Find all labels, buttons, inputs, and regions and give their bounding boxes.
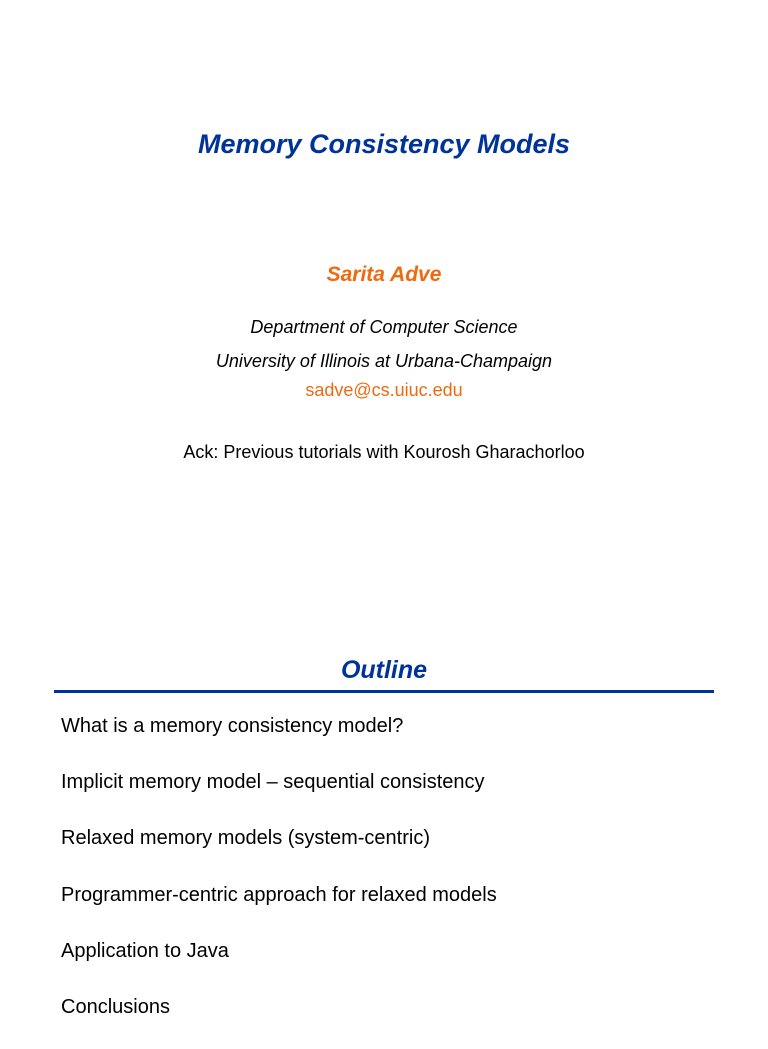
- outline-item: Application to Java: [61, 939, 229, 962]
- author-email: sadve@cs.uiuc.edu: [305, 380, 463, 400]
- outline-item: What is a memory consistency model?: [61, 715, 404, 737]
- outline-item: Programmer-centric approach for relaxed models: [61, 883, 497, 906]
- university: University of Illinois at Urbana-Champaign: [215, 351, 553, 371]
- author-name: Sarita Adve: [326, 263, 442, 286]
- outline-item: Conclusions: [61, 995, 170, 1018]
- acknowledgement: Ack: Previous tutorials with Kourosh Gharachorloo: [183, 442, 585, 462]
- outline-list: [61, 712, 497, 1049]
- outline-item: Relaxed memory models (system-centric): [61, 827, 430, 850]
- department: Department of Computer Science: [250, 317, 518, 337]
- title-divider: [54, 690, 714, 693]
- outline-item: Implicit memory model – sequential consistency: [61, 771, 485, 794]
- slide-title: Memory Consistency Models: [197, 129, 571, 159]
- outline-title: Outline: [340, 656, 428, 684]
